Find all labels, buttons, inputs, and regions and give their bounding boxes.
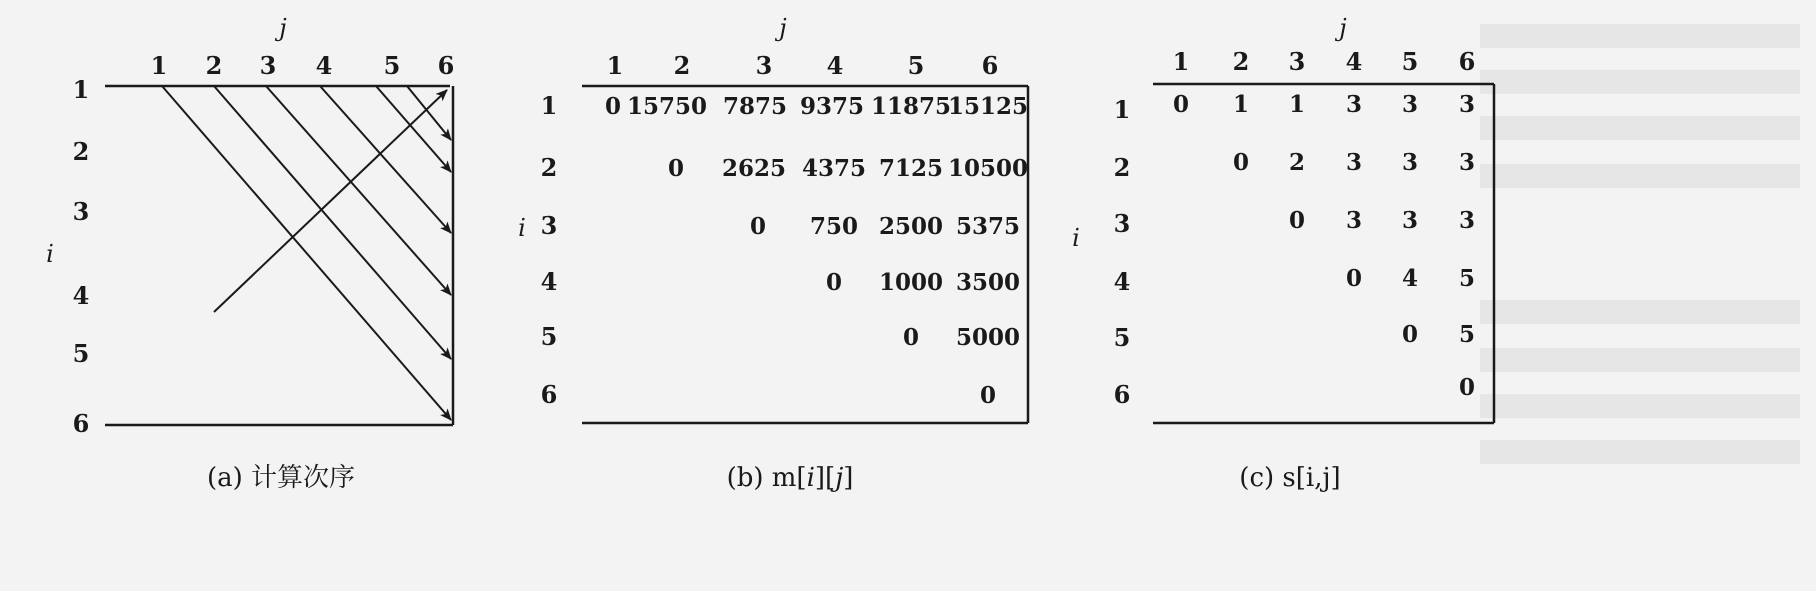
panel-c-row-label: 5 [1113, 323, 1131, 352]
panel-b-col-label: 5 [907, 51, 925, 80]
m-cell: 15125 [947, 93, 1029, 120]
s-cell: 0 [1172, 91, 1190, 118]
m-cell: 1000 [878, 269, 944, 296]
panel-b-caption [727, 463, 854, 493]
m-cell: 4375 [801, 155, 867, 182]
s-cell: 3 [1401, 91, 1419, 118]
panel-c-caption: (c) s[i,j] [1239, 463, 1341, 493]
diagonal-arrow-2 [214, 86, 451, 359]
panel-c-i-label: i [1072, 224, 1080, 252]
m-cell: 3500 [955, 269, 1021, 296]
panel-b-col-label: 6 [981, 51, 999, 80]
panel-a-col-label: 1 [150, 51, 168, 80]
m-cell: 10500 [947, 155, 1029, 182]
s-cell: 3 [1458, 149, 1476, 176]
panel-a-j-label: j [279, 14, 287, 42]
panel-c-row-label: 2 [1113, 153, 1131, 182]
panel-a-row-label: 5 [72, 339, 90, 368]
panel-c-col-label: 5 [1401, 47, 1419, 76]
diagonal-arrow-1 [162, 86, 451, 420]
s-cell: 3 [1401, 207, 1419, 234]
s-cell: 1 [1232, 91, 1250, 118]
s-cell: 0 [1288, 207, 1306, 234]
panel-b-row-label: 6 [540, 380, 558, 409]
panel-a-i-label: i [46, 240, 54, 268]
m-cell: 15750 [626, 93, 708, 120]
panel-b-row-label: 1 [540, 91, 558, 120]
panel-a-col-label: 3 [259, 51, 277, 80]
panel-b-row-label: 4 [540, 267, 558, 296]
panel-c-col-label: 1 [1172, 47, 1190, 76]
caption-j: j [835, 463, 844, 493]
caption-mid: ][ [814, 463, 836, 493]
s-cell: 3 [1345, 91, 1363, 118]
m-cell: 9375 [799, 93, 865, 120]
s-cell: 3 [1458, 207, 1476, 234]
panel-b-j-label: j [779, 14, 787, 42]
panel-a-col-label: 6 [437, 51, 455, 80]
panel-b-i-label: i [518, 214, 526, 242]
s-cell: 2 [1288, 149, 1306, 176]
s-cell: 3 [1345, 207, 1363, 234]
panel-a-row-label: 1 [72, 75, 90, 104]
caption-prefix: (b) m[ [726, 463, 807, 493]
m-cell: 0 [902, 324, 920, 351]
diagonal-arrow-4 [320, 86, 451, 233]
caption-suffix: ] [843, 463, 854, 493]
m-cell: 0 [825, 269, 843, 296]
m-cell: 7125 [878, 155, 944, 182]
s-cell: 4 [1401, 265, 1419, 292]
m-cell: 0 [979, 382, 997, 409]
m-cell: 7875 [722, 93, 788, 120]
panel-c-col-label: 4 [1345, 47, 1363, 76]
panel-b-row-label: 2 [540, 153, 558, 182]
panel-c-row-label: 4 [1113, 267, 1131, 296]
panel-c-j-label: j [1339, 14, 1347, 42]
panel-a-col-label: 5 [383, 51, 401, 80]
s-cell: 3 [1401, 149, 1419, 176]
m-cell: 11875 [870, 93, 952, 120]
panel-c-row-label: 3 [1113, 209, 1131, 238]
panel-b-row-label: 3 [540, 211, 558, 240]
panel-c-row-label: 1 [1113, 95, 1131, 124]
panel-a-col-label: 4 [315, 51, 333, 80]
caption-i: i [806, 463, 815, 493]
panel-a-row-label: 4 [72, 281, 90, 310]
panel-b-row-label: 5 [540, 322, 558, 351]
m-cell: 2625 [721, 155, 787, 182]
s-cell: 0 [1345, 265, 1363, 292]
panel-c-row-label: 6 [1113, 380, 1131, 409]
m-cell: 750 [809, 213, 859, 240]
panel-a-row-label: 3 [72, 197, 90, 226]
s-cell: 3 [1345, 149, 1363, 176]
m-cell: 0 [604, 93, 622, 120]
panel-c-s-table [1072, 14, 1494, 493]
panel-a-caption: (a) 计算次序 [206, 463, 356, 493]
s-cell: 0 [1401, 321, 1419, 348]
panel-a-computation-order [46, 14, 454, 493]
panel-a-row-label: 2 [72, 137, 90, 166]
s-cell: 1 [1288, 91, 1306, 118]
anti-diagonal-arrow [214, 90, 447, 312]
panel-c-col-label: 2 [1232, 47, 1250, 76]
s-cell: 0 [1232, 149, 1250, 176]
diagonal-arrow-3 [266, 86, 451, 295]
panel-b-m-table [518, 14, 1028, 493]
m-cell: 5375 [955, 213, 1021, 240]
panel-c-col-label: 6 [1458, 47, 1476, 76]
m-cell: 2500 [878, 213, 944, 240]
m-cell: 0 [749, 213, 767, 240]
s-cell: 5 [1458, 265, 1476, 292]
m-cell: 0 [667, 155, 685, 182]
panel-c-col-label: 3 [1288, 47, 1306, 76]
panel-b-col-label: 2 [673, 51, 691, 80]
panel-b-col-label: 4 [826, 51, 844, 80]
diagonal-arrow-6 [407, 86, 451, 140]
diagonal-arrow-5 [376, 86, 451, 172]
panel-b-col-label: 1 [606, 51, 624, 80]
panel-a-row-label: 6 [72, 409, 90, 438]
m-cell: 5000 [955, 324, 1021, 351]
s-cell: 3 [1458, 91, 1476, 118]
panel-b-col-label: 3 [755, 51, 773, 80]
panel-a-col-label: 2 [205, 51, 223, 80]
s-cell: 0 [1458, 374, 1476, 401]
s-cell: 5 [1458, 321, 1476, 348]
